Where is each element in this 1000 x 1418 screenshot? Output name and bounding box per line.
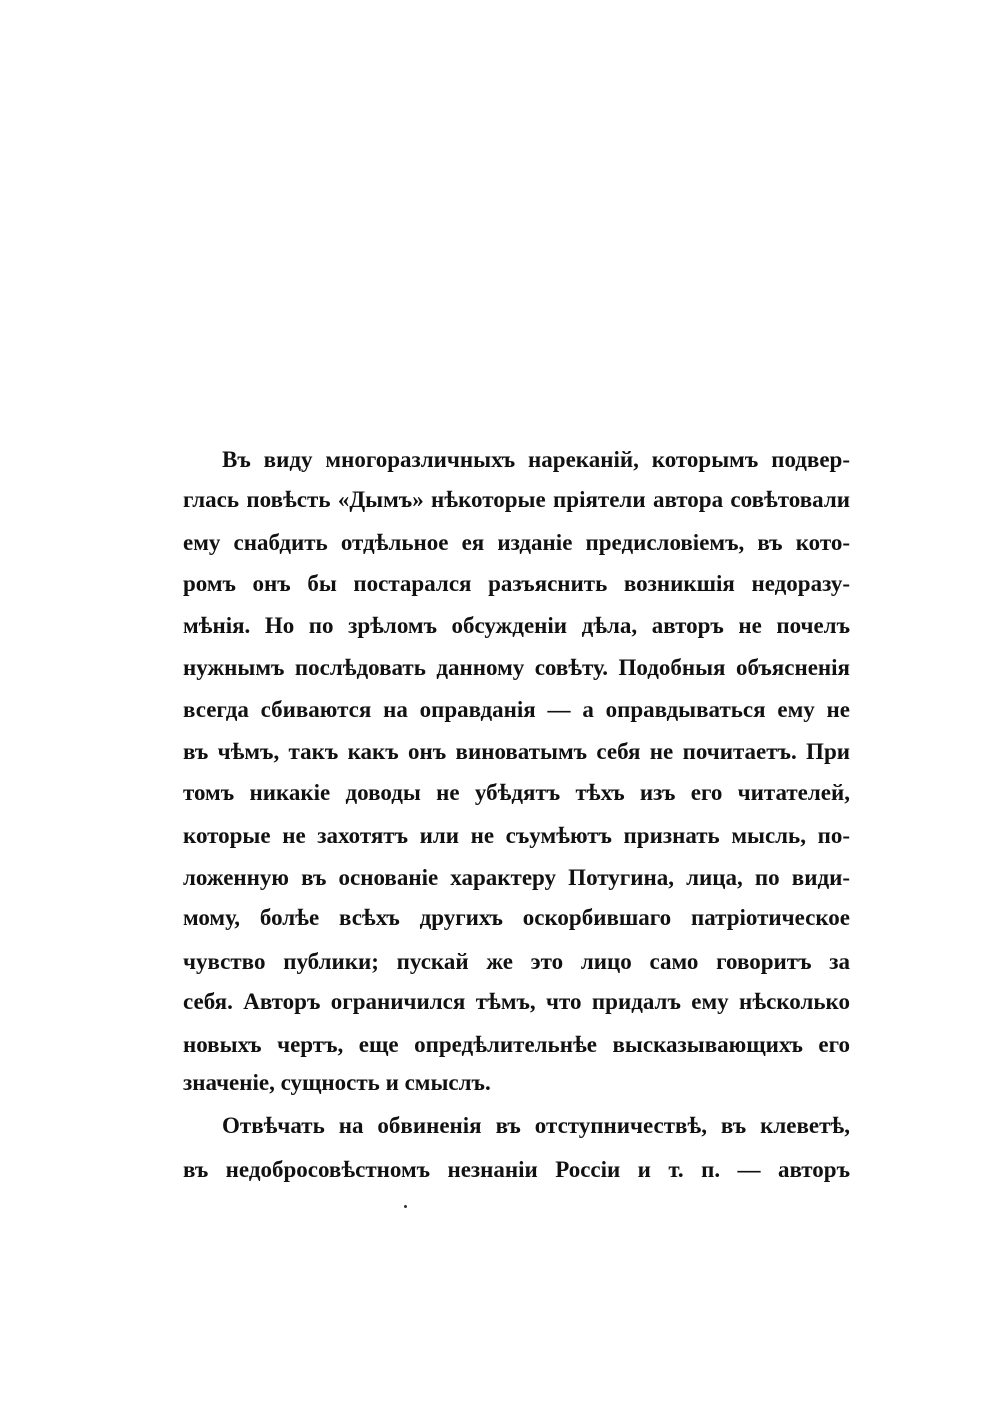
text-line: новыхъ чертъ, еще опредѣлительнѣе высказывающихъ его	[183, 1032, 850, 1057]
text-line: Отвѣчать на обвиненія въ отступничествѣ, въ клеветѣ,	[222, 1113, 850, 1138]
text-line: которые не захотятъ или не съумѣютъ признать мысль, по-	[183, 823, 850, 848]
text-line: нужнымъ послѣдовать данному совѣту. Подобныя объясненія	[183, 655, 850, 680]
text-line: мѣнія. Но по зрѣломъ обсужденіи дѣла, авторъ не почелъ	[183, 613, 850, 638]
text-line: ромъ онъ бы постарался разъяснить возникшія недоразу-	[183, 571, 850, 596]
text-line: Въ виду многоразличныхъ нареканій, которымъ подвер-	[222, 447, 850, 472]
text-line: ложенную въ основаніе характеру Потугина, лица, по види-	[183, 865, 850, 890]
text-line: въ чѣмъ, такъ какъ онъ виноватымъ себя не почитаетъ. При	[183, 739, 850, 764]
text-line: всегда сбиваются на оправданія — а оправдываться ему не	[183, 697, 850, 722]
text-line: чувство публики; пускай же это лицо само говоритъ за	[183, 949, 850, 974]
text-line: въ недобросовѣстномъ незнаніи Россіи и т. п. — авторъ	[183, 1157, 850, 1182]
text-line: глась повѣсть «Дымъ» нѣкоторые пріятели автора совѣтовали	[183, 487, 850, 512]
text-line: томъ никакіе доводы не убѣдятъ тѣхъ изъ его читателей,	[183, 780, 850, 805]
text-line: ему снабдить отдѣльное ея изданіе предисловіемъ, въ кото-	[183, 530, 850, 555]
ink-speck	[404, 1205, 407, 1208]
text-line: себя. Авторъ ограничился тѣмъ, что придалъ ему нѣсколько	[183, 989, 850, 1014]
text-line: мому, болѣе всѣхъ другихъ оскорбившаго патріотическое	[183, 905, 850, 930]
text-line: значеніе, сущность и смыслъ.	[183, 1070, 491, 1095]
